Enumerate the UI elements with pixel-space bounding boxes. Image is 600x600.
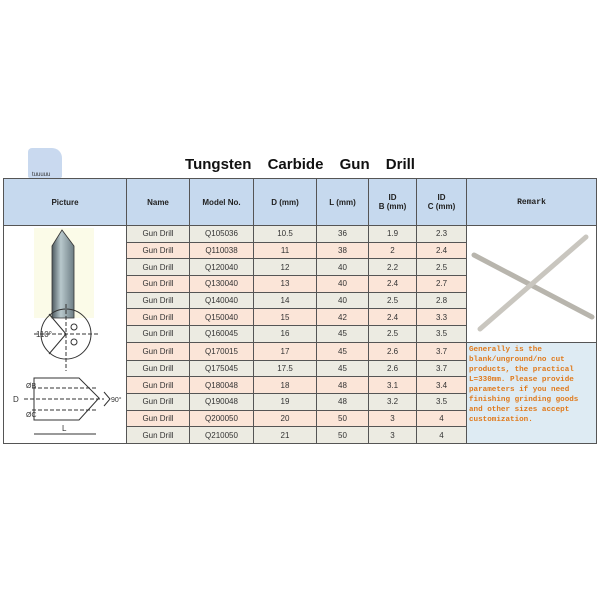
cell-id-c: 3.5 <box>417 326 467 343</box>
header-id-c: ID C (mm) <box>417 179 467 226</box>
cell-l: 40 <box>317 259 369 276</box>
cell-l: 40 <box>317 292 369 309</box>
cell-model: Q170015 <box>190 342 254 360</box>
cell-l: 40 <box>317 276 369 293</box>
cell-l: 45 <box>317 326 369 343</box>
cell-d: 13 <box>254 276 317 293</box>
cell-id-b: 2.6 <box>369 360 417 377</box>
cell-l: 50 <box>317 427 369 444</box>
cell-id-b: 2 <box>369 242 417 259</box>
cell-d: 21 <box>254 427 317 444</box>
cell-d: 20 <box>254 410 317 427</box>
cell-l: 45 <box>317 342 369 360</box>
cell-d: 18 <box>254 377 317 394</box>
header-model: Model No. <box>190 179 254 226</box>
cell-name: Gun Drill <box>127 276 190 293</box>
logo: tuuuuu <box>28 148 62 178</box>
cell-model: Q210050 <box>190 427 254 444</box>
header-d: D (mm) <box>254 179 317 226</box>
cell-d: 14 <box>254 292 317 309</box>
remark-text: Generally is the blank/unground/no cut products, the practical L=330mm. Please provide parameters if you need finishing grinding goods and other sizes accept customization. <box>467 342 597 443</box>
cell-name: Gun Drill <box>127 259 190 276</box>
product-photo <box>468 229 596 337</box>
cell-name: Gun Drill <box>127 377 190 394</box>
cell-name: Gun Drill <box>127 309 190 326</box>
cell-id-b: 2.4 <box>369 276 417 293</box>
cell-l: 50 <box>317 410 369 427</box>
page-title: Tungsten Carbide Gun Drill <box>185 156 415 173</box>
cell-id-c: 2.8 <box>417 292 467 309</box>
cell-l: 42 <box>317 309 369 326</box>
header-picture: Picture <box>4 179 127 226</box>
cell-d: 12 <box>254 259 317 276</box>
cell-name: Gun Drill <box>127 342 190 360</box>
cell-id-b: 3 <box>369 427 417 444</box>
cell-id-c: 2.4 <box>417 242 467 259</box>
cell-id-c: 3.5 <box>417 393 467 410</box>
gun-drill-diagram <box>4 226 127 441</box>
cell-d: 17.5 <box>254 360 317 377</box>
cell-id-b: 3.2 <box>369 393 417 410</box>
cell-name: Gun Drill <box>127 427 190 444</box>
cell-d: 11 <box>254 242 317 259</box>
svg-text:ØB: ØB <box>26 383 37 390</box>
cell-model: Q130040 <box>190 276 254 293</box>
cell-model: Q175045 <box>190 360 254 377</box>
table-row <box>4 226 597 243</box>
cell-name: Gun Drill <box>127 292 190 309</box>
cell-id-b: 2.2 <box>369 259 417 276</box>
header-name: Name <box>127 179 190 226</box>
picture-cell <box>4 226 127 444</box>
cell-id-c: 4 <box>417 410 467 427</box>
cell-id-c: 2.7 <box>417 276 467 293</box>
cell-l: 48 <box>317 377 369 394</box>
product-photo-cell <box>467 226 597 343</box>
header-remark: Remark <box>467 179 597 226</box>
cell-d: 16 <box>254 326 317 343</box>
cell-model: Q190048 <box>190 393 254 410</box>
cell-model: Q105036 <box>190 226 254 243</box>
cell-name: Gun Drill <box>127 242 190 259</box>
cell-l: 36 <box>317 226 369 243</box>
cell-id-b: 1.9 <box>369 226 417 243</box>
cell-model: Q110038 <box>190 242 254 259</box>
cell-id-b: 2.5 <box>369 292 417 309</box>
cell-model: Q120040 <box>190 259 254 276</box>
cell-model: Q200050 <box>190 410 254 427</box>
cell-id-c: 2.3 <box>417 226 467 243</box>
product-table <box>3 178 597 444</box>
cell-model: Q150040 <box>190 309 254 326</box>
cell-id-c: 3.7 <box>417 342 467 360</box>
cell-model: Q140040 <box>190 292 254 309</box>
cell-d: 19 <box>254 393 317 410</box>
cell-id-b: 3 <box>369 410 417 427</box>
svg-text:90°: 90° <box>111 397 122 404</box>
svg-text:D: D <box>13 395 19 404</box>
cell-name: Gun Drill <box>127 326 190 343</box>
cell-id-b: 2.4 <box>369 309 417 326</box>
cell-d: 15 <box>254 309 317 326</box>
cell-l: 48 <box>317 393 369 410</box>
cell-id-c: 2.5 <box>417 259 467 276</box>
cell-d: 10.5 <box>254 226 317 243</box>
cell-id-c: 3.3 <box>417 309 467 326</box>
cell-model: Q180048 <box>190 377 254 394</box>
cell-l: 38 <box>317 242 369 259</box>
cell-id-c: 4 <box>417 427 467 444</box>
cell-name: Gun Drill <box>127 393 190 410</box>
cell-name: Gun Drill <box>127 226 190 243</box>
cell-id-b: 3.1 <box>369 377 417 394</box>
header-id-b: ID B (mm) <box>369 179 417 226</box>
cell-id-c: 3.7 <box>417 360 467 377</box>
table-header <box>4 179 597 226</box>
cell-id-b: 2.5 <box>369 326 417 343</box>
cell-id-b: 2.6 <box>369 342 417 360</box>
cell-name: Gun Drill <box>127 360 190 377</box>
cell-name: Gun Drill <box>127 410 190 427</box>
svg-text:110°: 110° <box>36 330 52 339</box>
svg-text:L: L <box>62 424 67 433</box>
cell-l: 45 <box>317 360 369 377</box>
cell-model: Q160045 <box>190 326 254 343</box>
header-l: L (mm) <box>317 179 369 226</box>
svg-text:ØC: ØC <box>26 412 37 419</box>
cell-id-c: 3.4 <box>417 377 467 394</box>
cell-d: 17 <box>254 342 317 360</box>
